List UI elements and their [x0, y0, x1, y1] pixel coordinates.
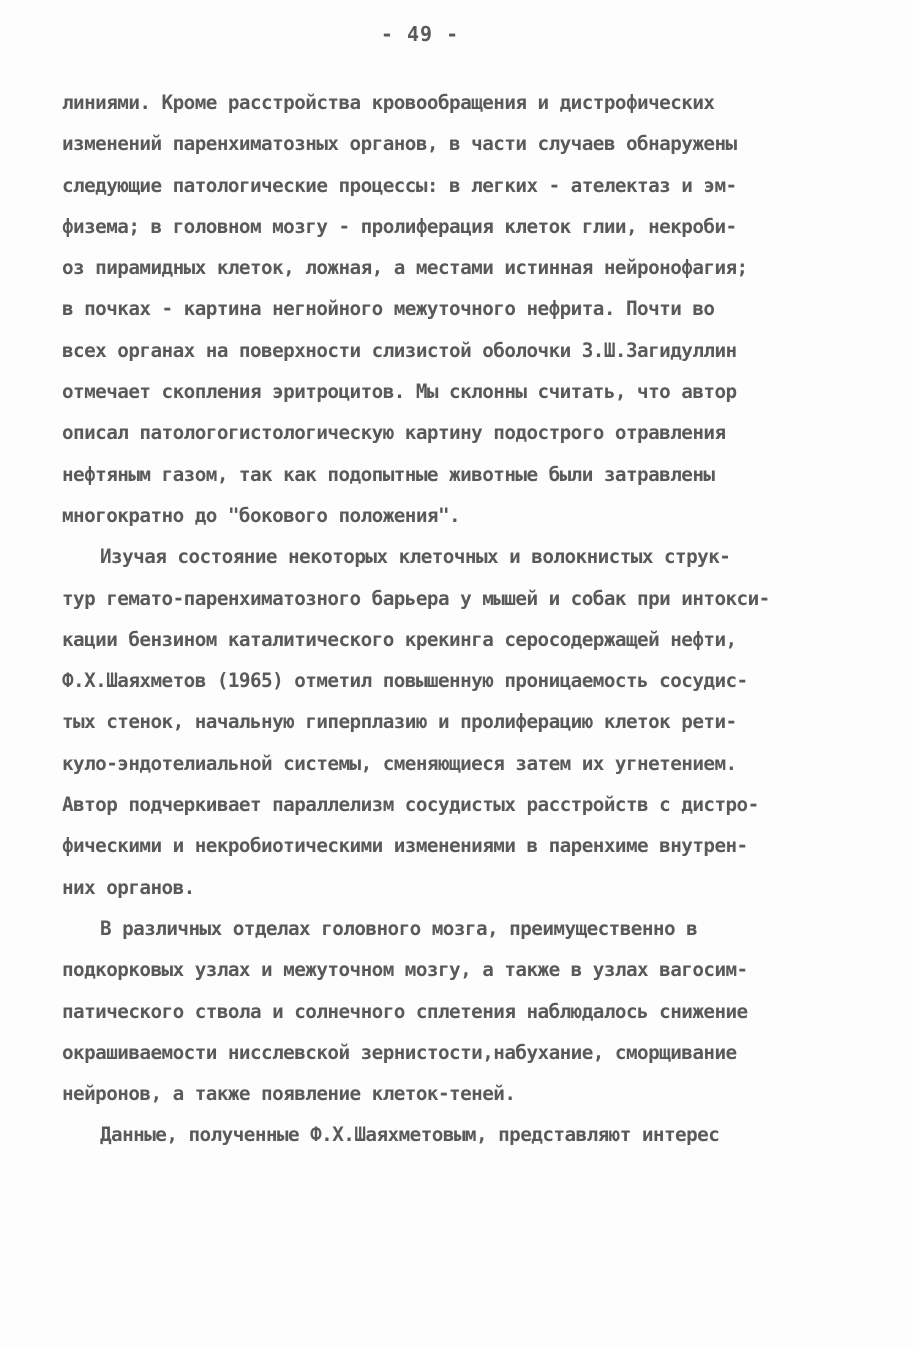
text-line: в почках - картина негнойного межуточного нефрита. Почти во: [62, 297, 715, 321]
text-line: кации бензином каталитического крекинга сероcодержащей нефти,: [62, 627, 737, 651]
text-line: физема; в головном мозгу - пролиферация клеток глии, некроби-: [62, 214, 737, 238]
text-line: них органов.: [62, 875, 195, 899]
text-line: многократно до "бокового положения".: [62, 503, 461, 527]
text-line: всех органах на поверхности слизистой оболочки З.Ш.Загидуллин: [62, 338, 737, 362]
text-line: отмечает скопления эритроцитов. Мы склонны считать, что автор: [62, 380, 737, 404]
text-line: куло-эндотелиальной системы, сменяющиеся затем их угнетением.: [62, 751, 737, 775]
text-line: оз пирамидных клеток, ложная, а местами истинная нейронофагия;: [62, 256, 748, 280]
text-line: Данные, полученные Ф.Х.Шаяхметовым, представляют интерес: [100, 1123, 720, 1147]
page-number: - 49 -: [380, 22, 460, 46]
text-line: линиями. Кроме расстройства кровообращения и дистрофических: [62, 91, 715, 114]
text-line: тых стенок, начальную гиперплазию и пролиферацию клеток рети-: [62, 710, 737, 734]
text-line: нейронов, а также появление клеток-теней.: [62, 1082, 516, 1106]
text-line: Автор подчеркивает параллелизм сосудистых расстройств с дистро-: [62, 793, 759, 817]
body-text: [62, 82, 852, 1156]
text-line: Изучая состояние некоторых клеточных и волокнистых струк-: [100, 545, 731, 569]
text-line: изменений паренхиматозных органов, в части случаев обнаружены: [62, 132, 737, 156]
text-line: окрашиваемости нисслевской зернистости,набухание, сморщивание: [62, 1040, 737, 1064]
text-line: патического ствола и солнечного сплетения наблюдалось снижение: [62, 999, 748, 1023]
text-line: нефтяным газом, так как подопытные животные были затравлены: [62, 462, 715, 486]
text-line: Ф.Х.Шаяхметов (1965) отметил повышенную проницаемость сосудис-: [62, 669, 748, 693]
text-line: фическими и некробиотическими изменениями в паренхиме внутрен-: [62, 834, 748, 858]
text-line: подкорковых узлах и межуточном мозгу, а также в узлах вагосим-: [62, 958, 748, 982]
text-line: описал патологогистологическую картину подострого отравления: [62, 421, 726, 445]
text-line: тур гемато-паренхиматозного барьера у мышей и собак при интокси-: [62, 586, 770, 610]
text-line: следующие патологические процессы: в легких - ателектаз и эм-: [62, 173, 737, 197]
text-line: В различных отделах головного мозга, преимущественно в: [100, 916, 698, 940]
